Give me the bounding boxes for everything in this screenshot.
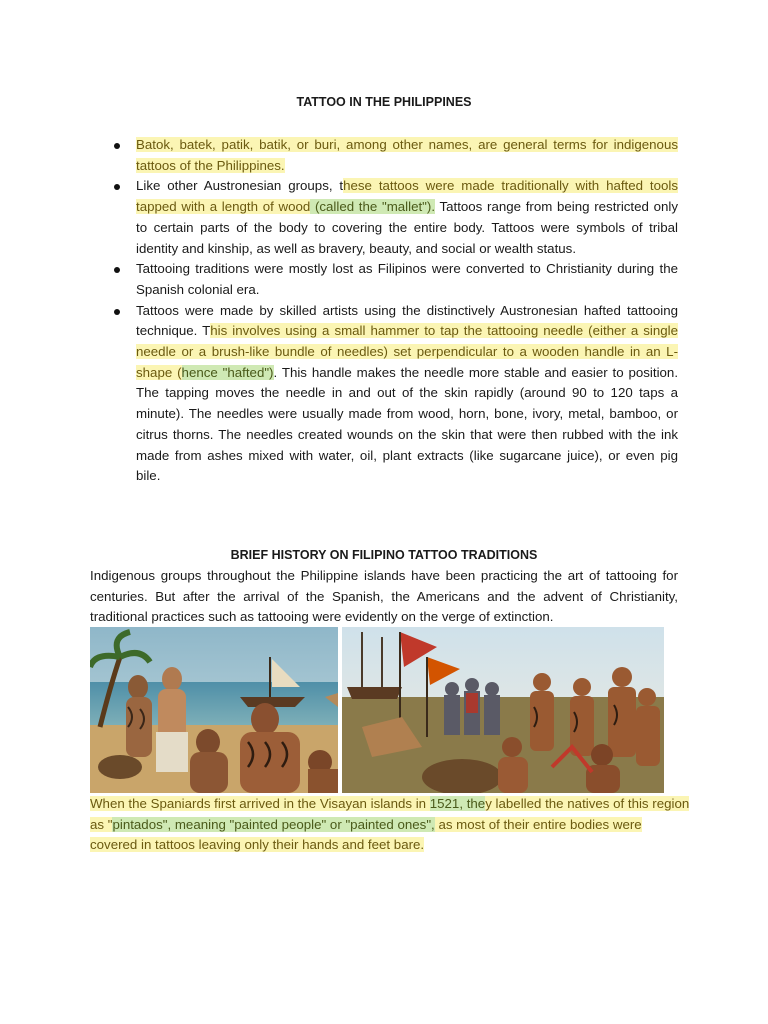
bullet-text: Tattoos range from being restricted only to certain parts of the body to covering the entire body. Tattoos were symbols of tribal identity and kinship, as well as bravery, beauty, and social or wealth status. [136,199,678,256]
section-title-history: BRIEF HISTORY ON FILIPINO TATTOO TRADITIONS [230,548,538,562]
painting-tattooed-natives-image [90,627,338,793]
pintados-paragraph [90,794,690,856]
highlighted-text: as most of their entire bodies were covered in tattoos leaving only their hands and feet bare. [90,816,642,853]
bullet-dot-icon [114,267,120,273]
bullet-item-terms [112,135,678,176]
bullet-text: . This handle makes the needle more stable and easier to position. The tapping moves the needle in and out of the skin rapidly (around 90 to 120 taps a minute). The needles were usually made from wood, horn, bone, ivory, metal, bamboo, or citrus thorns. The needles created wounds on the skin that were then rubbed with the ink made from ashes mixed with water, oil, plant extracts (like sugarcane juice), or even pig bile. [136,364,679,484]
section-title-tattoo: TATTOO IN THE PHILIPPINES [296,95,472,109]
bullet-text: Tattoos were made by skilled artists using the distinctively Austronesian hafted tattooing technique. T [136,302,678,339]
highlighted-text: When the Spaniards first arrived in the Visayan islands in [90,796,430,811]
bullet-item-austronesian [112,176,678,259]
bullet-item-christianity [112,259,678,300]
bullet-text: Tattooing traditions were mostly lost as Filipinos were converted to Christianity during the Spanish colonial era. [136,261,678,297]
bullet-text: Like other Austronesian groups, t [136,178,344,194]
painting-spanish-arrival-image [342,627,664,793]
highlighted-text-green: (called the "mallet"). [310,199,436,215]
highlighted-text: his involves using a small hammer to tap the tattooing needle (either a single needle or a brush-like bundle of needles) set perpendicular to a wooden handle in an L-shape ( [136,323,678,380]
bullet-dot-icon [114,143,120,149]
history-intro-paragraph: Indigenous groups throughout the Philippine islands have been practicing the art of tattooing for centuries. But after the arrival of the Spanish, the Americans and the advent of Christianity, traditional practices such as tattooing were evidently on the verge of extinction. [90,568,678,625]
bullet-dot-icon [114,309,120,315]
highlighted-text: Batok, batek, patik, batik, or buri, among other names, are general terms for indigenous tattoos of the Philippines. [136,137,678,173]
bullet-list [112,135,678,487]
highlighted-text-green: 1521, the [429,796,486,811]
highlighted-text: y labelled the natives of this region as " [90,796,690,832]
bullet-item-technique [112,301,678,487]
highlighted-text-green: hence "hafted") [181,364,274,380]
bullet-dot-icon [114,184,120,190]
highlighted-text-green: pintados", meaning "painted people" or "painted ones", [112,816,435,832]
highlighted-text: hese tattoos were made traditionally with hafted tools tapped with a length of wood [136,178,678,215]
